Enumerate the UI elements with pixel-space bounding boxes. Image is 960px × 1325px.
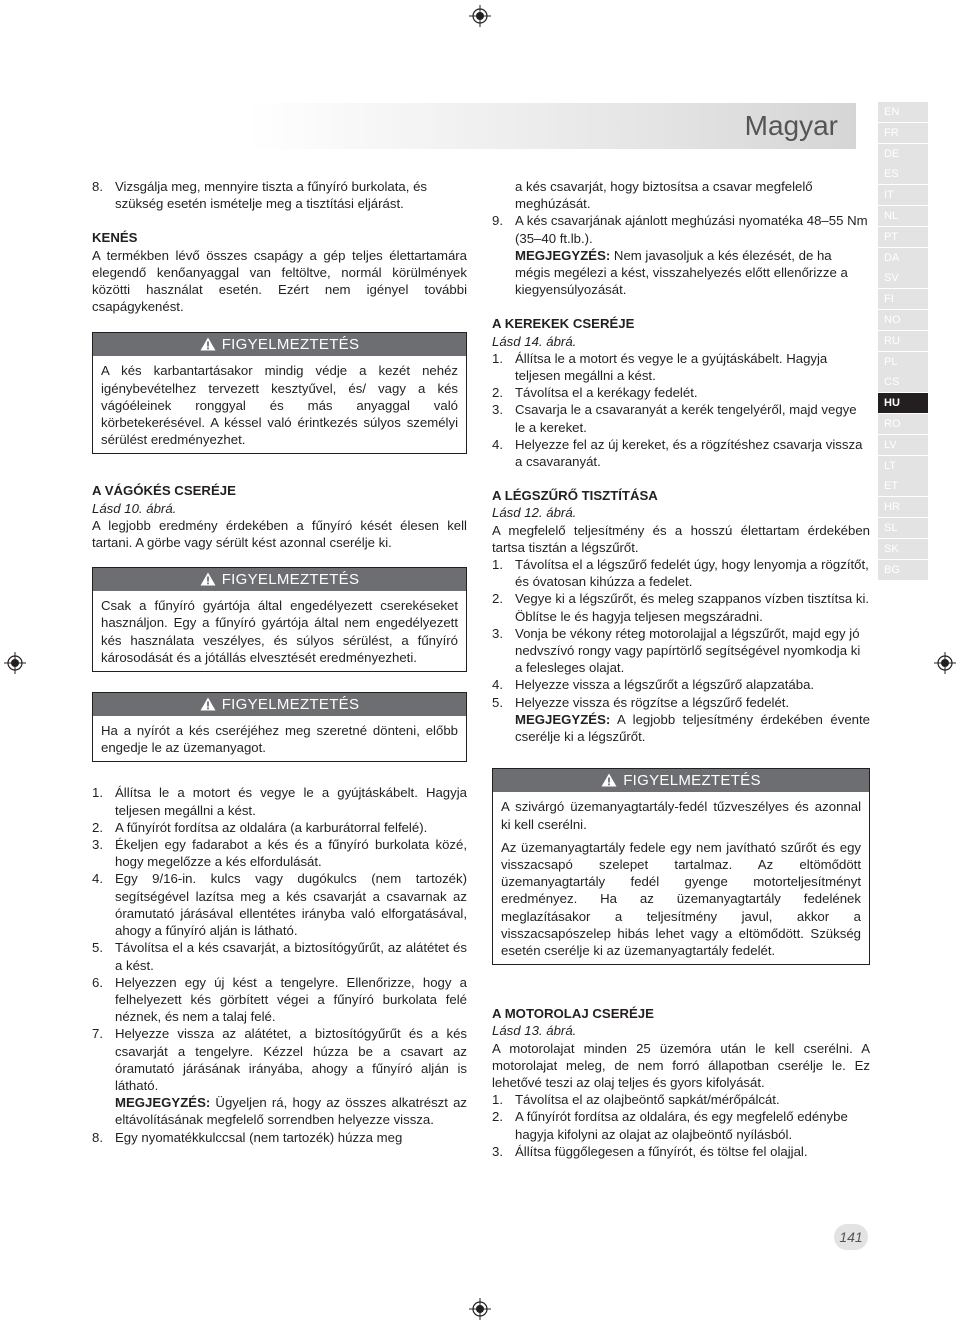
warning-triangle-icon (200, 335, 216, 349)
list-item: 1. Távolítsa el az olajbeöntő sapkát/mérőpálcát. (492, 1092, 780, 1108)
lang-tab-da[interactable]: DA (878, 248, 928, 268)
lang-tab-hr[interactable]: HR (878, 497, 928, 517)
oil-heading: A MOTOROLAJ CSERÉJE (492, 1006, 654, 1022)
list-item: 7. Helyezze vissza az alátétet, a biztosítógyűrűt és a kés csavarját a tengelyre. Kézzel húzza be a csavart az óramutató járásának irányába, ahogy a fűnyíró alján is látható. (92, 1026, 467, 1093)
lang-tab-pl[interactable]: PL (878, 352, 928, 372)
list-item: 3. Ékeljen egy fadarabot a kés és a fűnyíró burkolata közé, hogy megelőzze a kés elfordulását. (92, 837, 467, 870)
cleaning-step-8: 8. Vizsgálja meg, mennyire tiszta a fűnyíró burkolata, és szükség esetén ismételje meg a tisztítási eljárást. (92, 179, 428, 212)
blade-heading: A VÁGÓKÉS CSERÉJE (92, 483, 236, 499)
blade-step-7-note: MEGJEGYZÉS: Ügyeljen rá, hogy az összes alkatrészt az eltávolításának megfelelő sorrendben helyezze vissza. (115, 1095, 467, 1128)
language-title: Magyar (744, 110, 838, 141)
right-column (492, 178, 870, 1160)
list-item: 2. A fűnyírót fordítsa az oldalára (a karburátorral felfelé). (92, 819, 428, 835)
list-item: 4. Helyezze fel az új kereket, és a rögzítéshez csavarja vissza a csavaranyát. (492, 436, 863, 470)
warning-header: FIGYELMEZTETÉS (493, 769, 869, 792)
list-item: 1. Állítsa le a motort és vegye le a gyújtáskábelt. Hagyja teljesen megállni a kést. (92, 785, 467, 818)
list-item: 4. Egy 9/16-in. kulcs vagy dugókulcs (nem tartozék) segítségével lazítsa meg a kés csavarját a csavarnak az óramutató járásával ellentétes irányba való elforgatásával, ahogy a fűnyíró alján is látható. (92, 871, 467, 939)
lang-tab-fi[interactable]: FI (878, 289, 928, 309)
blade-step-9-note: MEGJEGYZÉS: Nem javasoljuk a kés élezését, de ha mégis megélezi a kést, visszahelyezés előtt ellenőrizze a kiegyensúlyozását. (515, 247, 848, 298)
lang-tab-en[interactable]: EN (878, 102, 928, 122)
wheels-heading: A KEREKEK CSERÉJE (492, 316, 635, 332)
warning-header: FIGYELMEZTETÉS (93, 693, 466, 716)
oil-figure-ref: Lásd 13. ábrá. (492, 1023, 577, 1039)
warning-box-drain-fuel (92, 692, 467, 762)
blade-step-8-continued: a kés csavarját, hogy biztosítsa a csavar megfelelő meghúzását. (515, 179, 813, 212)
list-item: 2. Távolítsa el a kerékagy fedelét. (492, 385, 698, 401)
header-band (96, 103, 856, 149)
air-filter-heading: A LÉGSZŰRŐ TISZTÍTÁSA (492, 488, 658, 504)
wheels-figure-ref: Lásd 14. ábrá. (492, 333, 577, 349)
warning-box-replacement-blades (92, 567, 467, 672)
list-item: 6. Helyezzen egy új kést a tengelyre. Ellenőrizze, hogy a felhelyezett kés görbített végei a fűnyíró burkolata felé néznek, és nem a talaj felé. (92, 974, 467, 1025)
warning-triangle-icon (200, 695, 216, 709)
oil-text: A motorolajat minden 25 üzemóra után le kell cserélni. A motorolajat meleg, de nem forró állapotban cserélje le. Ez lehetővé teszi az olaj teljes és gyors kifolyását. (492, 1040, 870, 1090)
warning-box-gloves (92, 332, 467, 454)
left-column (92, 178, 467, 1146)
warning-text: Ha a nyírót a kés cseréjéhez meg szeretné dönteni, előbb engedje le az üzemanyagot. (101, 723, 458, 756)
blade-step-8: 8. Egy nyomatékkulccsal (nem tartozék) húzza meg (92, 1129, 403, 1145)
lubrication-text: A termékben lévő összes csapágy a gép teljes élettartamára elegendő kenőanyaggal van feltöltve, normál körülmények közötti használat esetén. Ezért nem igényel további csapágykenést. (92, 247, 467, 315)
list-item: 2. Vegye ki a légszűrőt, és meleg szappanos vízben tisztítsa ki. Öblítse le és hagyja teljesen megszáradni. (492, 591, 870, 624)
lang-tab-sl[interactable]: SL (878, 518, 928, 538)
registration-mark-bottom (469, 1298, 491, 1320)
list-item: 3. Állítsa függőlegesen a fűnyírót, és töltse fel olajjal. (492, 1143, 808, 1159)
lang-tab-no[interactable]: NO (878, 310, 928, 330)
registration-mark-top (469, 5, 491, 27)
wheels-steps-list (492, 350, 870, 470)
warning-text: Csak a fűnyíró gyártója által engedélyezett cserekéseket használjon. Egy a fűnyíró gyártója által nem engedélyezett kés használata veszélyes, és súlyos sérülést, a fűnyíró károsodását és a jótállás elvesztését eredményezheti. (101, 598, 458, 665)
warning-text: A szivárgó üzemanyagtartály-fedél tűzveszélyes és azonnal ki kell cserélni. (501, 799, 861, 832)
lang-tab-ru[interactable]: RU (878, 331, 928, 351)
blade-text: A legjobb eredmény érdekében a fűnyíró kését élesen kell tartani. A görbe vagy sérült kést azonnal cserélje ki. (92, 517, 467, 551)
list-item: 2. A fűnyírót fordítsa az oldalára, és egy megfelelő edénybe hagyja kifolyni az olajat az olajbeöntő nyílásból. (492, 1109, 848, 1142)
oil-steps-list (492, 1091, 870, 1160)
list-item: 5. Helyezze vissza és rögzítse a légszűrő fedelét. (492, 694, 790, 710)
air-filter-text: A megfelelő teljesítmény és a hosszú élettartam érdekében tartsa tisztán a légszűrőt. (492, 522, 870, 555)
lang-tab-sk[interactable]: SK (878, 539, 928, 559)
list-item: 5. Távolítsa el a kés csavarját, a biztosítógyűrűt, az alátétet és a kést. (92, 940, 467, 973)
lang-tab-bg[interactable]: BG (878, 560, 928, 580)
warning-triangle-icon (601, 771, 617, 785)
lang-tab-pt[interactable]: PT (878, 227, 928, 247)
warning-text: A kés karbantartásakor mindig védje a kezét nehéz igénybevételhez tervezett kesztyűvel, és/ vagy a kés vágóéleinek ronggyal és más anyaggal való körbetekerésével. A késsel való érintkezés súlyos személyi sérülést eredményezhet. (101, 363, 458, 448)
blade-steps-list (92, 784, 467, 1094)
warning-box-fuel-cap (492, 768, 870, 965)
lang-tab-es[interactable]: ES (878, 164, 928, 184)
lang-tab-it[interactable]: IT (878, 185, 928, 205)
lang-tab-et[interactable]: ET (878, 476, 928, 496)
blade-step-9: 9. A kés csavarjának ajánlott meghúzási nyomatéka 48–55 Nm (35–40 ft.lb.). (492, 213, 868, 246)
lang-tab-ro[interactable]: RO (878, 414, 928, 434)
lang-tab-lv[interactable]: LV (878, 435, 928, 455)
air-filter-steps-list (492, 556, 870, 711)
list-item: 3. Csavarja le a csavaranyát a kerék tengelyéről, majd vegye le a kereket. (492, 402, 857, 435)
lang-tab-fr[interactable]: FR (878, 123, 928, 143)
warning-text: Az üzemanyagtartály fedele egy nem javítható szűrőt és egy visszacsapó szelepet tartalmaz. Az eltömődött üzemanyagtartály fedél gyenge motorteljesítményt eredményez. Ha az üzemanyagtartály fedelének meglazításakor a teljesítmény javul, akkor a visszacsapószelep hibás lehet vagy a eltömődött. Szükség esetén cserélje ki az üzemanyagtartály fedelét. (501, 839, 861, 958)
lang-tab-hu[interactable]: HU (878, 393, 928, 413)
language-tabs (878, 102, 928, 580)
registration-mark-right (934, 652, 956, 674)
registration-mark-left (4, 652, 26, 674)
air-filter-figure-ref: Lásd 12. ábrá. (492, 505, 577, 521)
warning-header: FIGYELMEZTETÉS (93, 333, 466, 356)
blade-figure-ref: Lásd 10. ábrá. (92, 500, 177, 516)
lang-tab-lt[interactable]: LT (878, 456, 928, 476)
list-item: 3. Vonja be vékony réteg motorolajjal a légszűrőt, majd egy jó nedvszívó rongy vagy papírtörlő segítségével nyomkodja ki a felesleges olajat. (492, 625, 861, 676)
air-filter-note: MEGJEGYZÉS: A legjobb teljesítmény érdekében évente cserélje ki a légszűrőt. (515, 711, 870, 745)
lubrication-heading: KENÉS (92, 230, 138, 246)
list-item: 1. Távolítsa el a légszűrő fedelét úgy, hogy lenyomja a rögzítőt, és óvatosan kihúzza a fedelet. (492, 557, 869, 590)
list-item: 4. Helyezze vissza a légszűrőt a légszűrő alapzatába. (492, 677, 815, 693)
page-number: 141 (834, 1224, 868, 1250)
warning-header: FIGYELMEZTETÉS (93, 568, 466, 591)
warning-triangle-icon (200, 570, 216, 584)
lang-tab-cs[interactable]: CS (878, 372, 928, 392)
lang-tab-nl[interactable]: NL (878, 206, 928, 226)
lang-tab-sv[interactable]: SV (878, 268, 928, 288)
lang-tab-de[interactable]: DE (878, 144, 928, 164)
list-item: 1. Állítsa le a motort és vegye le a gyújtáskábelt. Hagyja teljesen megállni a kést. (492, 350, 828, 384)
